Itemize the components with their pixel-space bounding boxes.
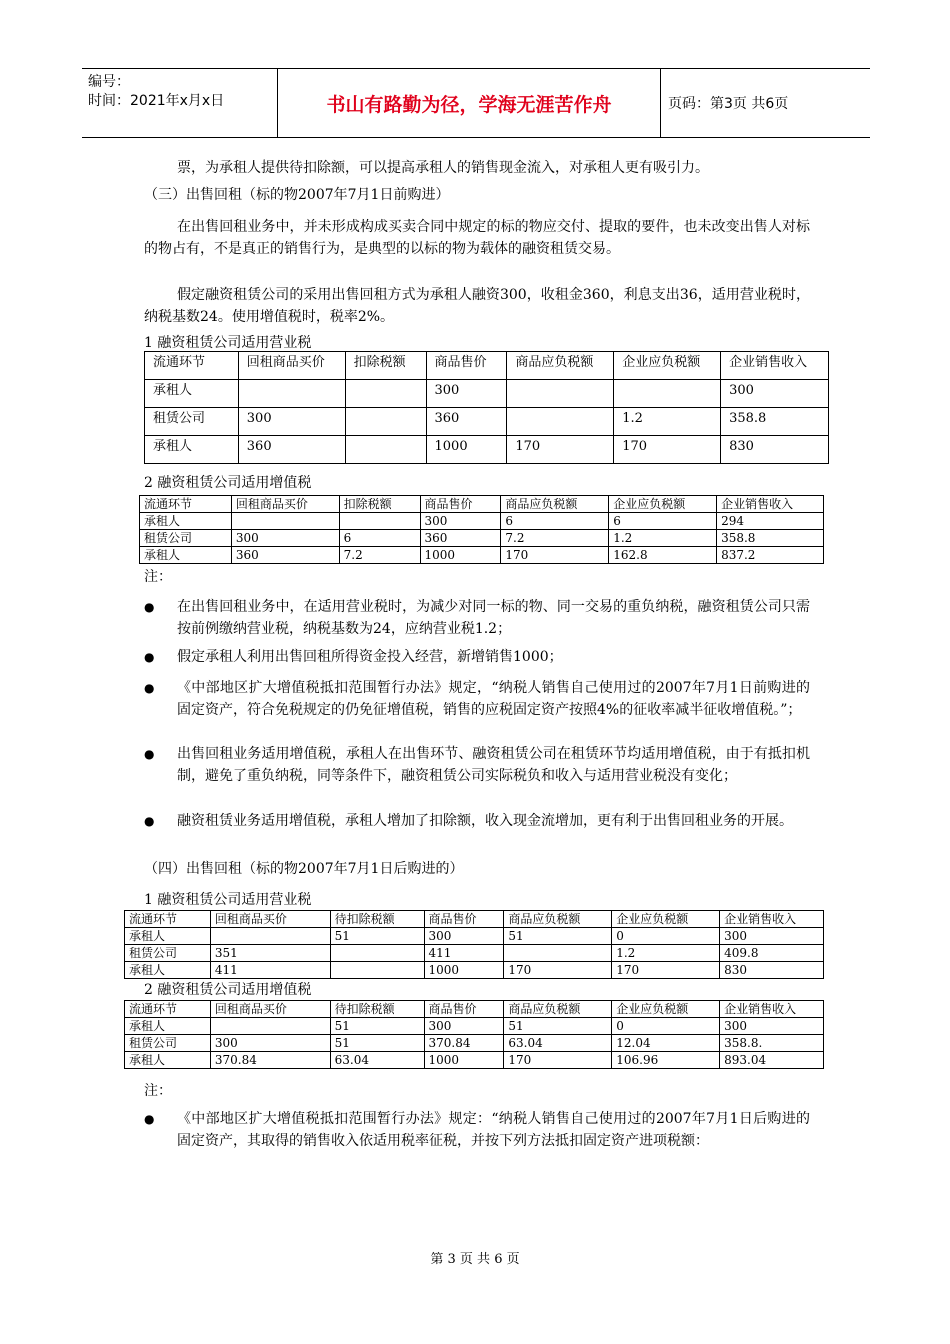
table-cell: 370.84 [210,1052,330,1069]
header-motto: 书山有路勤为径，学海无涯苦作舟 [278,69,661,137]
table-header-cell: 企业销售收入 [720,911,824,928]
table-header-cell: 待扣除税额 [330,1001,424,1018]
table-header-cell: 流通环节 [140,496,232,513]
table-cell [231,513,339,530]
table-cell [504,945,612,962]
table-1-title: 1 融资租赁公司适用营业税 [144,335,312,351]
table-cell: 承租人 [145,436,239,464]
table-cell: 1000 [424,962,504,979]
note-2-label: 注： [144,1083,172,1099]
table-cell: 51 [330,1018,424,1035]
table-header-cell: 流通环节 [125,911,211,928]
table-cell: 294 [717,513,824,530]
table-cell: 170 [507,436,614,464]
table-cell: 7.2 [501,530,609,547]
table-3 [124,910,824,979]
table-header-cell: 回租商品买价 [210,1001,330,1018]
bullet-icon: ● [144,1112,155,1126]
bullet-icon: ● [144,650,155,664]
table-header-cell: 商品应负税额 [501,496,609,513]
table-row [145,408,829,436]
table-header-cell: 回租商品买价 [210,911,330,928]
table-row [125,962,824,979]
table-header-cell: 商品应负税额 [507,352,614,380]
bullet-1-4: 出售回租业务适用增值税，承租人在出售环节、融资租赁公司在租赁环节均适用增值税，由于有抵扣机制，避免了重负纳税，同等条件下，融资租赁公司实际税负和收入与适用营业税没有变化； [177,746,810,784]
table-cell: 承租人 [140,547,232,564]
table-cell: 租赁公司 [125,1035,211,1052]
table-cell [238,380,345,408]
table-cell: 358.8 [717,530,824,547]
table-cell: 300 [238,408,345,436]
table-cell: 360 [426,408,507,436]
table-header-cell: 企业销售收入 [717,496,824,513]
table-cell: 租赁公司 [140,530,232,547]
table-2-title: 2 融资租赁公司适用增值税 [144,475,312,491]
table-cell: 1.2 [612,945,720,962]
table-cell: 51 [504,1018,612,1035]
table-cell: 411 [424,945,504,962]
table-header-cell: 扣除税额 [345,352,426,380]
table-cell: 300 [426,380,507,408]
document-date: 时间：2021年x月x日 [88,93,225,109]
table-cell: 409.8 [720,945,824,962]
table-cell: 6 [609,513,717,530]
page-header [82,68,870,138]
table-header-row [125,911,824,928]
table-cell: 300 [721,380,829,408]
bullet-icon: ● [144,814,155,828]
table-header-cell: 企业应负税额 [612,911,720,928]
table-cell: 6 [501,513,609,530]
table-header-cell: 回租商品买价 [231,496,339,513]
table-row [145,380,829,408]
table-cell: 51 [330,1035,424,1052]
table-cell: 170 [504,962,612,979]
page-footer: 第 3 页 共 6 页 [430,1252,520,1267]
table-header-cell: 企业应负税额 [612,1001,720,1018]
table-cell: 830 [721,436,829,464]
table-cell [210,1018,330,1035]
table-cell: 300 [424,1018,504,1035]
table-cell: 1000 [420,547,501,564]
table-cell: 承租人 [125,928,211,945]
header-info [82,69,278,137]
table-1 [144,351,829,464]
table-header-cell: 流通环节 [145,352,239,380]
table-cell [507,380,614,408]
table-cell [330,945,424,962]
table-row [140,547,824,564]
table-cell: 170 [614,436,721,464]
table-cell: 300 [210,1035,330,1052]
bullet-1-3: 《中部地区扩大增值税抵扣范围暂行办法》规定，“纳税人销售自己使用过的2007年7月1日前购进的固定资产，符合免税规定的仍免征增值税，销售的应税固定资产按照4%的征收率减半征收增值税。”； [177,680,810,718]
table-cell: 63.04 [504,1035,612,1052]
table-header-cell: 回租商品买价 [238,352,345,380]
table-cell [330,962,424,979]
table-cell: 837.2 [717,547,824,564]
section-4-title: （四）出售回租（标的物2007年7月1日后购进的） [144,861,464,877]
table-row [125,945,824,962]
table-cell: 358.8 [721,408,829,436]
bullet-icon: ● [144,600,155,614]
table-header-cell: 商品售价 [424,911,504,928]
bullet-1-5: 融资租赁业务适用增值税，承租人增加了扣除额，收入现金流增加，更有利于出售回租业务的开展。 [177,813,793,829]
table-row [145,436,829,464]
table-cell: 351 [210,945,330,962]
table-header-row [125,1001,824,1018]
table-4-title: 2 融资租赁公司适用增值税 [144,982,312,998]
table-cell: 租赁公司 [125,945,211,962]
note-1-label: 注： [144,569,172,585]
table-header-cell: 企业销售收入 [721,352,829,380]
table-cell: 106.96 [612,1052,720,1069]
table-header-cell: 商品售价 [424,1001,504,1018]
table-cell: 358.8. [720,1035,824,1052]
table-4 [124,1000,824,1069]
table-cell [507,408,614,436]
table-cell: 0 [612,1018,720,1035]
table-cell [210,928,330,945]
table-cell: 360 [420,530,501,547]
table-row [125,1018,824,1035]
table-header-cell: 商品应负税额 [504,911,612,928]
table-cell: 12.04 [612,1035,720,1052]
table-cell [345,380,426,408]
table-3-title: 1 融资租赁公司适用营业税 [144,892,312,908]
table-header-cell: 流通环节 [125,1001,211,1018]
section-3-title: （三）出售回租（标的物2007年7月1日前购进） [144,187,450,203]
table-header-cell: 待扣除税额 [330,911,424,928]
table-header-cell: 企业应负税额 [609,496,717,513]
table-header-cell: 企业销售收入 [720,1001,824,1018]
bullet-icon: ● [144,681,155,695]
table-header-cell: 扣除税额 [339,496,420,513]
table-cell: 承租人 [125,1018,211,1035]
table-cell: 承租人 [140,513,232,530]
table-cell [339,513,420,530]
table-row [140,530,824,547]
table-cell [345,408,426,436]
continued-line: 票，为承租人提供待扣除额，可以提高承租人的销售现金流入，对承租人更有吸引力。 [177,160,709,176]
table-cell [345,436,426,464]
table-cell: 1000 [426,436,507,464]
table-cell: 360 [238,436,345,464]
table-cell: 1000 [424,1052,504,1069]
table-cell: 6 [339,530,420,547]
document-number: 编号： [88,74,130,90]
table-cell: 承租人 [125,962,211,979]
table-cell: 1.2 [614,408,721,436]
table-cell [614,380,721,408]
table-cell: 承租人 [145,380,239,408]
table-header-row [145,352,829,380]
table-cell: 63.04 [330,1052,424,1069]
table-2 [139,495,824,564]
table-cell: 162.8 [609,547,717,564]
table-cell: 1.2 [609,530,717,547]
table-cell: 170 [612,962,720,979]
table-row [125,928,824,945]
table-cell: 300 [720,1018,824,1035]
table-cell: 51 [330,928,424,945]
table-cell: 300 [420,513,501,530]
table-cell: 300 [424,928,504,945]
table-cell: 411 [210,962,330,979]
bullet-1-2: 假定承租人利用出售回租所得资金投入经营，新增销售1000； [177,649,563,665]
table-header-cell: 商品售价 [420,496,501,513]
table-row [125,1035,824,1052]
header-page-number: 页码：第3页 共6页 [668,96,789,112]
table-row [125,1052,824,1069]
table-cell: 360 [231,547,339,564]
bullet-2-1: 《中部地区扩大增值税抵扣范围暂行办法》规定：“纳税人销售自己使用过的2007年7月1日后购进的固定资产，其取得的销售收入依适用税率征税，并按下列方法抵扣固定资产进项税额： [177,1111,810,1149]
table-header-row [140,496,824,513]
table-cell: 51 [504,928,612,945]
table-cell: 租赁公司 [145,408,239,436]
table-header-cell: 商品售价 [426,352,507,380]
table-cell: 170 [504,1052,612,1069]
table-cell: 承租人 [125,1052,211,1069]
paragraph-2: 假定融资租赁公司的采用出售回租方式为承租人融资300，收租金360，利息支出36，适用营业税时，纳税基数24。使用增值税时，税率2%。 [144,287,810,325]
table-cell: 170 [501,547,609,564]
table-cell: 370.84 [424,1035,504,1052]
bullet-icon: ● [144,747,155,761]
table-cell: 830 [720,962,824,979]
table-cell: 300 [720,928,824,945]
table-cell: 0 [612,928,720,945]
paragraph-1: 在出售回租业务中，并未形成构成买卖合同中规定的标的物应交付、提取的要件，也未改变出售人对标的物占有，不是真正的销售行为，是典型的以标的物为载体的融资租赁交易。 [144,219,810,257]
table-cell: 300 [231,530,339,547]
table-cell: 893.04 [720,1052,824,1069]
table-header-cell: 商品应负税额 [504,1001,612,1018]
table-cell: 7.2 [339,547,420,564]
table-row [140,513,824,530]
bullet-1-1: 在出售回租业务中，在适用营业税时，为减少对同一标的物、同一交易的重负纳税，融资租赁公司只需按前例缴纳营业税，纳税基数为24，应纳营业税1.2； [177,599,810,637]
table-header-cell: 企业应负税额 [614,352,721,380]
